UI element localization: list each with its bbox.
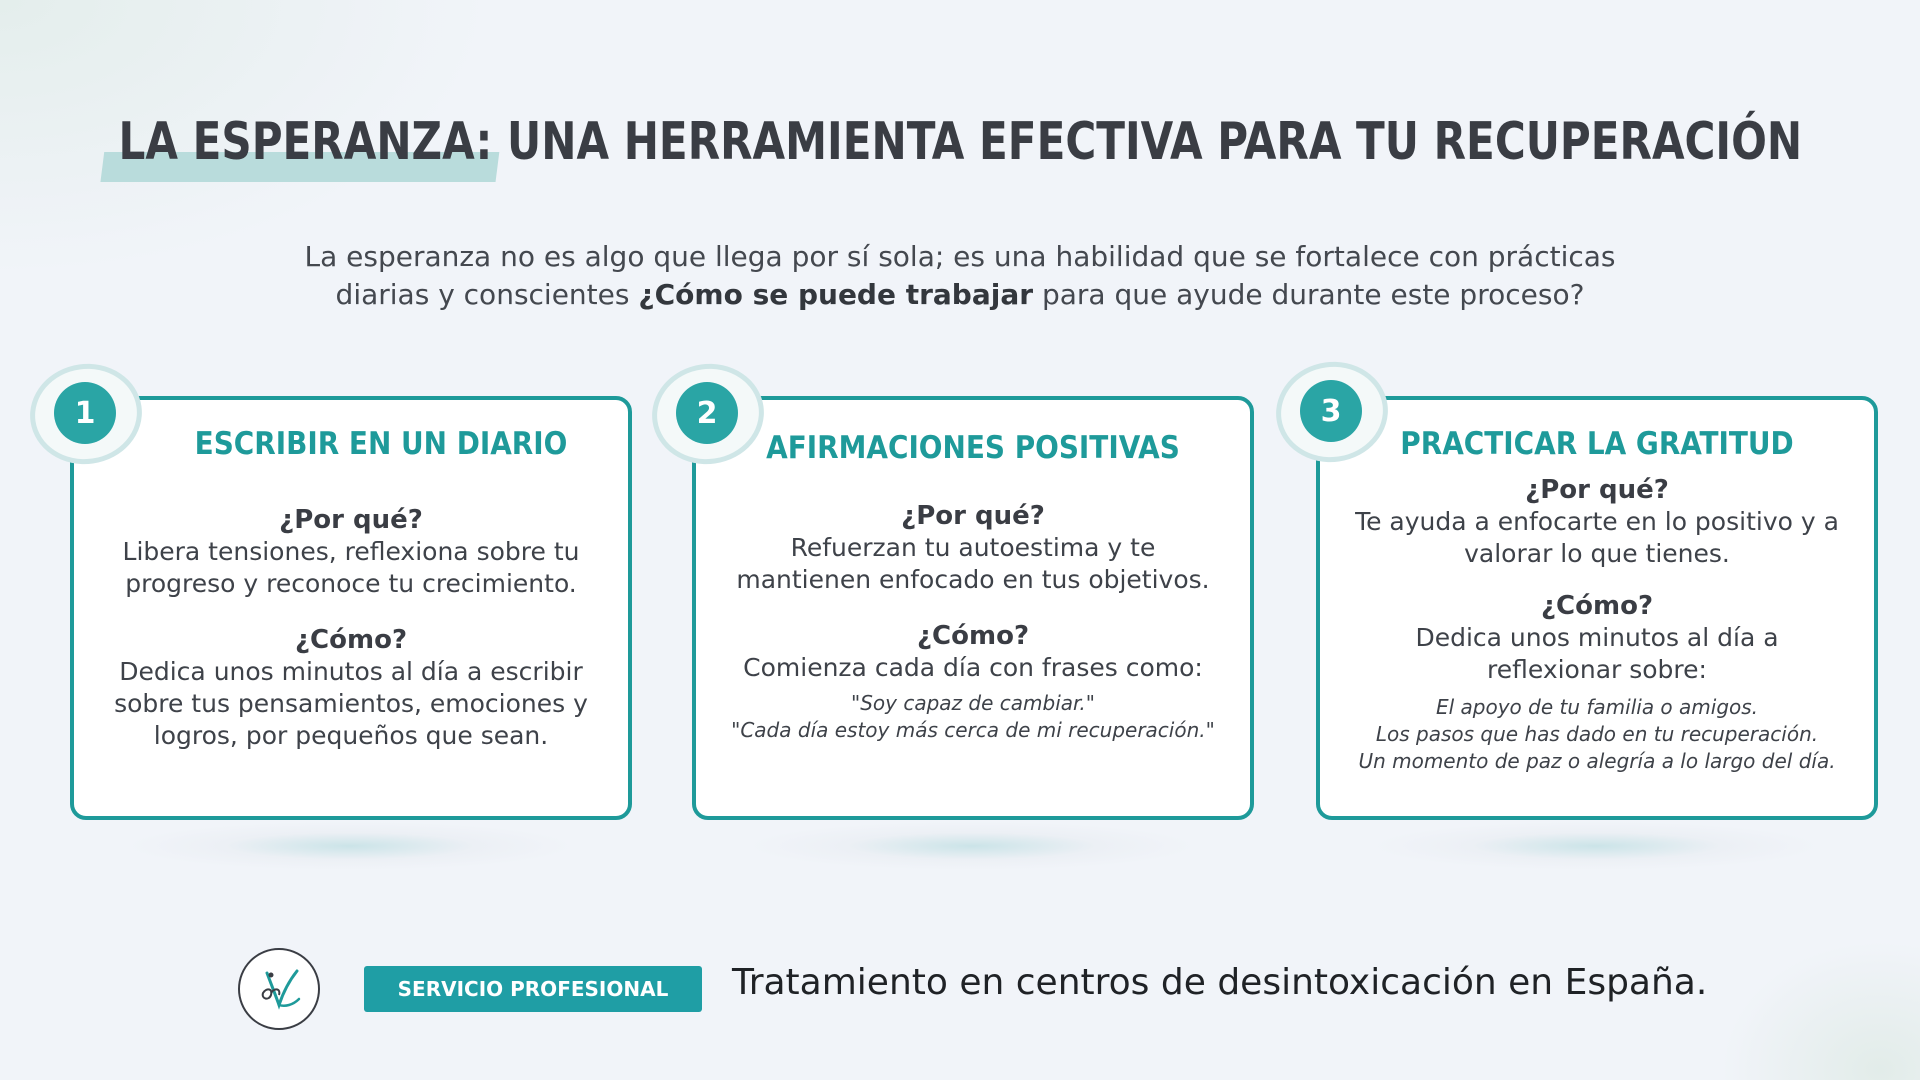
card-body [94,504,608,752]
title-highlight: LA ESPERANZA: [118,112,493,172]
step-number: 3 [1300,380,1362,442]
logo-mark [249,959,309,1019]
quote-line: Un momento de paz o alegría a lo largo del día. [1358,749,1836,773]
how-text-line: Comienza cada día con frases como: [743,653,1203,682]
why-text-line: Libera tensiones, reflexiona sobre tu [122,537,580,566]
why-label: ¿Por qué? [1525,475,1669,505]
why-text-line: progreso y reconoce tu crecimiento. [125,569,577,598]
corner-decoration [1720,940,1920,1080]
card-shadow [752,822,1192,870]
card-affirmations [692,396,1254,820]
card-gratitude [1316,396,1878,820]
how-text-line: reflexionar sobre: [1487,655,1707,684]
why-label: ¿Por qué? [901,501,1045,531]
card-shadow [1376,822,1816,870]
how-text-line: sobre tus pensamientos, emociones y [114,689,588,718]
step-badge [1276,362,1388,462]
why-label: ¿Por qué? [279,505,423,535]
how-label: ¿Cómo? [1540,591,1654,621]
card-title: PRACTICAR LA GRATITUD [1400,426,1794,462]
intro-paragraph [260,238,1660,314]
intro-line-2 [260,276,1660,314]
card-body [716,500,1230,744]
how-text-line: logros, por pequeños que sean. [153,721,549,750]
step-badge [30,364,142,464]
intro-line-1: La esperanza no es algo que llega por sí sola; es una habilidad que se fortalece con prácticas [304,240,1616,273]
quote-line: Los pasos que has dado en tu recuperación. [1375,722,1819,746]
card-shadow [130,822,570,870]
card-title: ESCRIBIR EN UN DIARIO [194,426,568,462]
intro-line-2-pre: diarias y conscientes [335,278,639,311]
quote-line: "Soy capaz de cambiar." [851,691,1095,715]
service-badge: SERVICIO PROFESIONAL [364,966,702,1012]
leaf-logo-icon [238,948,320,1030]
title-container [0,112,1920,172]
how-label: ¿Cómo? [916,621,1030,651]
quote-line: "Cada día estoy más cerca de mi recuperación." [731,718,1215,742]
card-title: AFIRMACIONES POSITIVAS [766,430,1180,466]
footer-text: Tratamiento en centros de desintoxicación en España. [732,962,1708,1003]
why-text-line: valorar lo que tienes. [1464,539,1730,568]
title-rest: UNA HERRAMIENTA EFECTIVA PARA TU RECUPERACIÓN [492,112,1802,172]
card-journal [70,396,632,820]
card-body [1340,474,1854,775]
why-text-line: Te ayuda a enfocarte en lo positivo y a [1355,507,1839,536]
why-text-line: Refuerzan tu autoestima y te [790,533,1156,562]
quote-line: El apoyo de tu familia o amigos. [1435,695,1759,719]
step-number: 2 [676,382,738,444]
how-label: ¿Cómo? [294,625,408,655]
step-number: 1 [54,382,116,444]
how-text-line: Dedica unos minutos al día a [1415,623,1779,652]
how-text-line: Dedica unos minutos al día a escribir [119,657,583,686]
intro-line-2-bold: ¿Cómo se puede trabajar [638,278,1034,311]
why-text-line: mantienen enfocado en tus objetivos. [736,565,1210,594]
step-badge [652,364,764,464]
intro-line-2-post: para que ayude durante este proceso? [1033,278,1585,311]
page-title [118,112,1802,172]
